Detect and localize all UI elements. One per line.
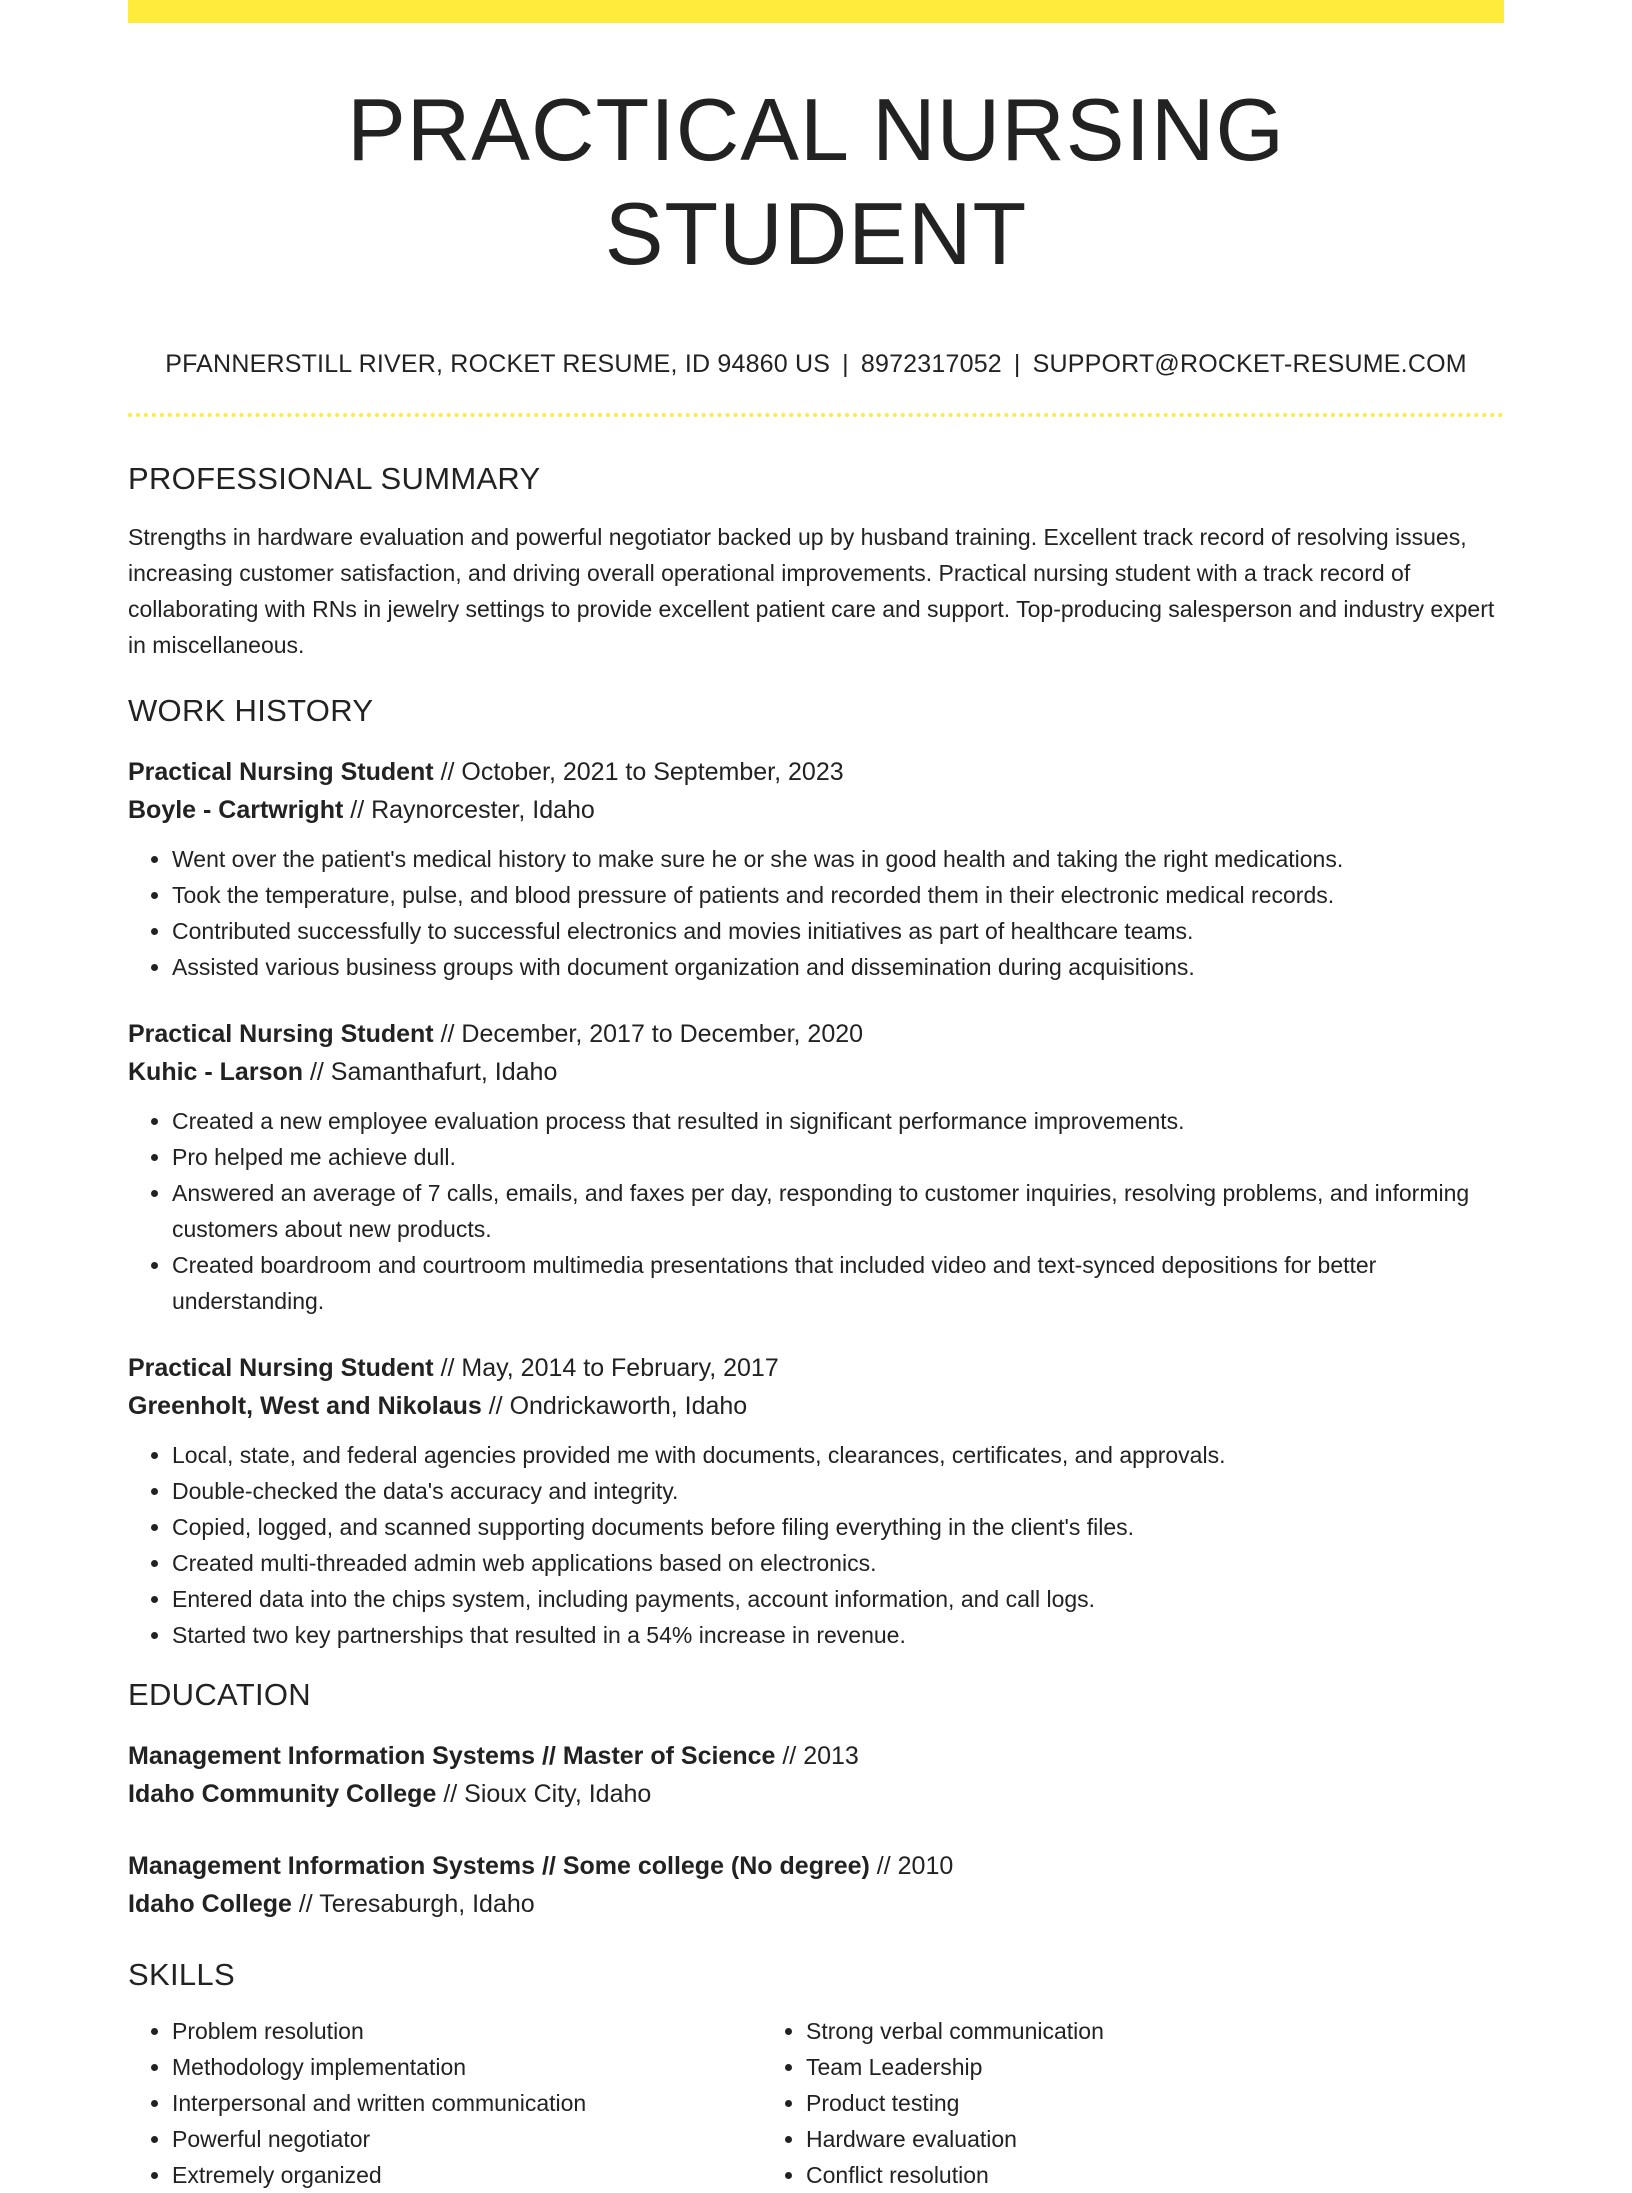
job-bullets <box>128 1437 1504 1653</box>
job-location: // Samanthafurt, Idaho <box>309 1058 558 1086</box>
list-item: • Assisted various business groups with document organization and dissemination during acquisitions. <box>172 949 1504 985</box>
education-entry <box>128 1737 1504 1813</box>
job-company: Boyle - Cartwright <box>128 796 344 824</box>
contact-line <box>128 348 1504 380</box>
skill-item: • Problem resolution <box>172 2013 762 2049</box>
education-year: // 2013 <box>782 1742 859 1770</box>
job-company-line <box>128 1387 1504 1425</box>
list-item: • Copied, logged, and scanned supporting documents before filing everything in the client's files. <box>172 1509 1504 1545</box>
skill-item: • Methodology implementation <box>172 2049 762 2085</box>
skill-item: • Team Leadership <box>806 2049 1396 2085</box>
education-location: // Teresaburgh, Idaho <box>298 1890 535 1918</box>
skills-list-right <box>762 2013 1396 2193</box>
job-entry <box>128 753 1504 985</box>
education-entry <box>128 1847 1504 1923</box>
job-role-line <box>128 1349 1504 1387</box>
list-item: • Went over the patient's medical history to make sure he or she was in good health and taking the right medications. <box>172 841 1504 877</box>
dotted-divider <box>128 413 1504 417</box>
education-degree: Management Information Systems // Some college (No degree) <box>128 1852 870 1880</box>
list-item: • Created multi-threaded admin web applications based on electronics. <box>172 1545 1504 1581</box>
skills-list-left <box>128 2013 762 2193</box>
job-role: Practical Nursing Student <box>128 758 434 786</box>
candidate-name: PRACTICAL NURSING STUDENT <box>347 80 1285 283</box>
education-location: // Sioux City, Idaho <box>443 1780 652 1808</box>
list-item: • Took the temperature, pulse, and blood pressure of patients and recorded them in their electronic medical records. <box>172 877 1504 913</box>
job-role: Practical Nursing Student <box>128 1020 434 1048</box>
education-year: // 2010 <box>876 1852 954 1880</box>
contact-phone: 8972317052 <box>860 350 1002 378</box>
list-item: • Started two key partnerships that resulted in a 54% increase in revenue. <box>172 1617 1504 1653</box>
education-school: Idaho Community College <box>128 1780 437 1808</box>
job-location: // Raynorcester, Idaho <box>350 796 595 824</box>
summary-text: Strengths in hardware evaluation and powerful negotiator backed up by husband training. Excellent track record of resolving issues, increasing customer satisfaction, and driving overall operational improvements. Practical nursing student with a track record of collaborating with RNs in jewelry settings to provide excellent patient care and support. Top-producing salesperson and industry expert in miscellaneous. <box>128 524 1495 658</box>
list-item: • Contributed successfully to successful electronics and movies initiatives as part of healthcare teams. <box>172 913 1504 949</box>
job-location: // Ondrickaworth, Idaho <box>488 1392 748 1420</box>
skill-item: • Strong verbal communication <box>806 2013 1396 2049</box>
skill-item: • Product testing <box>806 2085 1396 2121</box>
job-company: Greenholt, West and Nikolaus <box>128 1392 482 1420</box>
section-title-education: EDUCATION <box>128 1677 311 1712</box>
list-item: • Created a new employee evaluation process that resulted in significant performance improvements. <box>172 1103 1504 1139</box>
job-bullets <box>128 841 1504 985</box>
contact-address: PFANNERSTILL RIVER, ROCKET RESUME, ID 94860 US <box>165 350 831 378</box>
job-dates: // May, 2014 to February, 2017 <box>440 1354 779 1382</box>
list-item: • Double-checked the data's accuracy and integrity. <box>172 1473 1504 1509</box>
job-company: Kuhic - Larson <box>128 1058 304 1086</box>
education-school: Idaho College <box>128 1890 292 1918</box>
job-entry <box>128 1349 1504 1653</box>
skill-item: • Powerful negotiator <box>172 2121 762 2157</box>
contact-email: SUPPORT@ROCKET-RESUME.COM <box>1032 350 1467 378</box>
job-role: Practical Nursing Student <box>128 1354 434 1382</box>
job-role-line <box>128 1015 1504 1053</box>
list-item: • Local, state, and federal agencies provided me with documents, clearances, certificates, and approvals. <box>172 1437 1504 1473</box>
section-title-summary: PROFESSIONAL SUMMARY <box>128 461 541 496</box>
education-degree-line <box>128 1737 1504 1775</box>
contact-separator: | <box>1013 350 1021 378</box>
skill-item: • Conflict resolution <box>806 2157 1396 2193</box>
job-dates: // October, 2021 to September, 2023 <box>440 758 844 786</box>
job-dates: // December, 2017 to December, 2020 <box>440 1020 864 1048</box>
skill-item: • Hardware evaluation <box>806 2121 1396 2157</box>
resume-content <box>128 0 1504 2193</box>
job-entry <box>128 1015 1504 1319</box>
job-role-line <box>128 753 1504 791</box>
skills-columns <box>128 2013 1504 2193</box>
list-item: • Entered data into the chips system, including payments, account information, and call logs. <box>172 1581 1504 1617</box>
section-title-skills: SKILLS <box>128 1957 235 1992</box>
education-degree: Management Information Systems // Master of Science <box>128 1742 776 1770</box>
job-bullets <box>128 1103 1504 1319</box>
section-title-work-history: WORK HISTORY <box>128 693 374 728</box>
job-company-line <box>128 1053 1504 1091</box>
list-item: • Pro helped me achieve dull. <box>172 1139 1504 1175</box>
education-school-line <box>128 1775 1504 1813</box>
list-item: • Answered an average of 7 calls, emails, and faxes per day, responding to customer inquiries, resolving problems, and informing customers about new products. <box>172 1175 1504 1247</box>
skill-item: • Interpersonal and written communication <box>172 2085 762 2121</box>
list-item: • Created boardroom and courtroom multimedia presentations that included video and text-synced depositions for better understanding. <box>172 1247 1504 1319</box>
education-degree-line <box>128 1847 1504 1885</box>
job-company-line <box>128 791 1504 829</box>
skill-item: • Extremely organized <box>172 2157 762 2193</box>
education-school-line <box>128 1885 1504 1923</box>
contact-separator: | <box>842 350 849 378</box>
